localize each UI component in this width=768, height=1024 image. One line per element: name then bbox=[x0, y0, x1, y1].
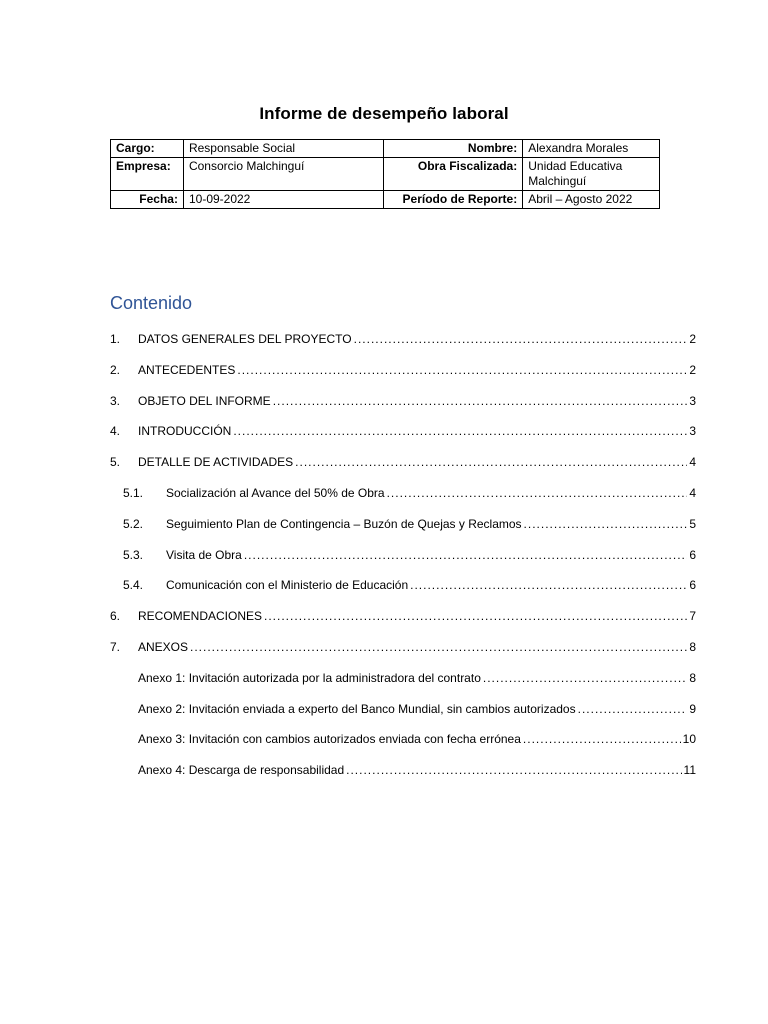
toc-entry-number: 7. bbox=[110, 640, 121, 654]
toc-entry-number: 1. bbox=[110, 332, 121, 346]
toc-entry[interactable] bbox=[123, 574, 696, 592]
toc-entry[interactable] bbox=[110, 636, 696, 654]
toc-entry-page: 6 bbox=[689, 578, 696, 593]
info-row-empresa bbox=[111, 158, 660, 191]
toc-entry-title: DETALLE DE ACTIVIDADES bbox=[138, 455, 294, 470]
toc-entry[interactable] bbox=[110, 605, 696, 623]
toc-dot-leader bbox=[524, 517, 688, 531]
fecha-label: Fecha: bbox=[111, 191, 184, 209]
toc-entry[interactable] bbox=[110, 359, 696, 377]
toc-dot-leader bbox=[354, 332, 688, 346]
toc-heading: Contenido bbox=[110, 293, 193, 313]
empresa-label: Empresa: bbox=[111, 158, 184, 191]
obra-value-line2: Malchinguí bbox=[528, 174, 587, 188]
toc-dot-leader bbox=[264, 609, 687, 623]
info-row-cargo bbox=[111, 140, 660, 158]
toc-dot-leader bbox=[483, 671, 687, 685]
toc-entry-number: 5.4. bbox=[123, 578, 144, 593]
toc-entry-number: 5.1. bbox=[123, 486, 144, 500]
toc-entry-page: 6 bbox=[689, 547, 696, 562]
toc-entry-page: 2 bbox=[689, 362, 696, 377]
toc-dot-leader bbox=[237, 363, 687, 377]
periodo-label: Período de Reporte: bbox=[384, 191, 523, 209]
toc-entry[interactable] bbox=[110, 328, 696, 346]
toc-entry[interactable] bbox=[138, 667, 696, 685]
toc-entry-page: 9 bbox=[689, 701, 696, 716]
toc-entry-number: 5.3. bbox=[123, 547, 144, 562]
toc-entry[interactable] bbox=[138, 728, 696, 746]
toc-dot-leader bbox=[346, 763, 681, 777]
toc-entry-page: 11 bbox=[683, 763, 696, 778]
toc-entry[interactable] bbox=[110, 420, 696, 438]
toc-entry-number: 6. bbox=[110, 609, 121, 624]
toc-dot-leader bbox=[273, 394, 688, 408]
toc-entry-page: 8 bbox=[689, 640, 696, 654]
toc-entry[interactable] bbox=[123, 513, 696, 531]
toc-entry-page: 7 bbox=[689, 609, 696, 624]
toc-entry-title: Anexo 3: Invitación con cambios autorizados enviada con fecha errónea bbox=[138, 732, 521, 747]
toc-entry-page: 4 bbox=[689, 455, 696, 470]
obra-label: Obra Fiscalizada: bbox=[384, 158, 523, 191]
toc-entry-page: 3 bbox=[689, 424, 696, 439]
periodo-value: Abril – Agosto 2022 bbox=[523, 191, 660, 209]
toc-dot-leader bbox=[523, 732, 681, 746]
toc-entry-page: 8 bbox=[689, 670, 696, 685]
toc-entry-title: Socialización al Avance del 50% de Obra bbox=[166, 486, 385, 500]
obra-value-line1: Unidad Educativa bbox=[528, 159, 623, 173]
toc-entry[interactable] bbox=[123, 482, 696, 500]
info-table bbox=[110, 139, 660, 209]
nombre-value: Alexandra Morales bbox=[523, 140, 660, 158]
toc-entry-page: 5 bbox=[689, 516, 696, 531]
toc-entry-title: Comunicación con el Ministerio de Educación bbox=[166, 578, 409, 593]
cargo-value: Responsable Social bbox=[183, 140, 384, 158]
toc-entry-title: ANEXOS bbox=[138, 640, 189, 654]
toc-entry-title: Seguimiento Plan de Contingencia – Buzón de Quejas y Reclamos bbox=[166, 516, 522, 531]
toc-dot-leader bbox=[295, 455, 687, 469]
toc-entry-number: 5.2. bbox=[123, 516, 144, 531]
toc-entry-title: Anexo 4: Descarga de responsabilidad bbox=[138, 763, 345, 778]
toc-entry[interactable] bbox=[123, 544, 696, 562]
toc-entry-page: 3 bbox=[689, 393, 696, 408]
toc-entry-number: 5. bbox=[110, 455, 121, 470]
toc-entry-page: 10 bbox=[682, 732, 696, 747]
toc-entry-title: INTRODUCCIÓN bbox=[138, 424, 232, 439]
fecha-value: 10-09-2022 bbox=[183, 191, 384, 209]
toc-entry-page: 2 bbox=[689, 332, 696, 346]
cargo-label: Cargo: bbox=[111, 140, 184, 158]
info-row-fecha bbox=[111, 191, 660, 209]
toc-dot-leader bbox=[387, 486, 688, 500]
toc-entry-title: OBJETO DEL INFORME bbox=[138, 393, 271, 408]
toc-entry-title: RECOMENDACIONES bbox=[138, 609, 263, 624]
toc-entry-title: DATOS GENERALES DEL PROYECTO bbox=[138, 332, 352, 346]
obra-value bbox=[523, 158, 660, 191]
toc-entry-number: 2. bbox=[110, 362, 121, 377]
page-title: Informe de desempeño laboral bbox=[259, 104, 509, 123]
toc-entry-title: Anexo 2: Invitación enviada a experto del Banco Mundial, sin cambios autorizados bbox=[138, 701, 576, 716]
toc-entry-number: 4. bbox=[110, 424, 121, 439]
toc-entry-title: Visita de Obra bbox=[166, 547, 242, 562]
toc-entry[interactable] bbox=[138, 759, 696, 777]
toc-entry[interactable] bbox=[138, 698, 696, 716]
toc-dot-leader bbox=[410, 578, 687, 592]
toc-entry-number: 3. bbox=[110, 393, 121, 408]
toc-entry-title: ANTECEDENTES bbox=[138, 362, 236, 377]
toc-dot-leader bbox=[244, 548, 687, 562]
empresa-value: Consorcio Malchinguí bbox=[183, 158, 384, 191]
toc-dot-leader bbox=[190, 640, 687, 654]
toc-entry-title: Anexo 1: Invitación autorizada por la administradora del contrato bbox=[138, 670, 481, 685]
nombre-label: Nombre: bbox=[384, 140, 523, 158]
toc-entry[interactable] bbox=[110, 390, 696, 408]
toc-entry-page: 4 bbox=[689, 486, 696, 500]
toc-entry[interactable] bbox=[110, 451, 696, 469]
toc-dot-leader bbox=[233, 424, 687, 438]
toc-dot-leader bbox=[578, 702, 688, 716]
